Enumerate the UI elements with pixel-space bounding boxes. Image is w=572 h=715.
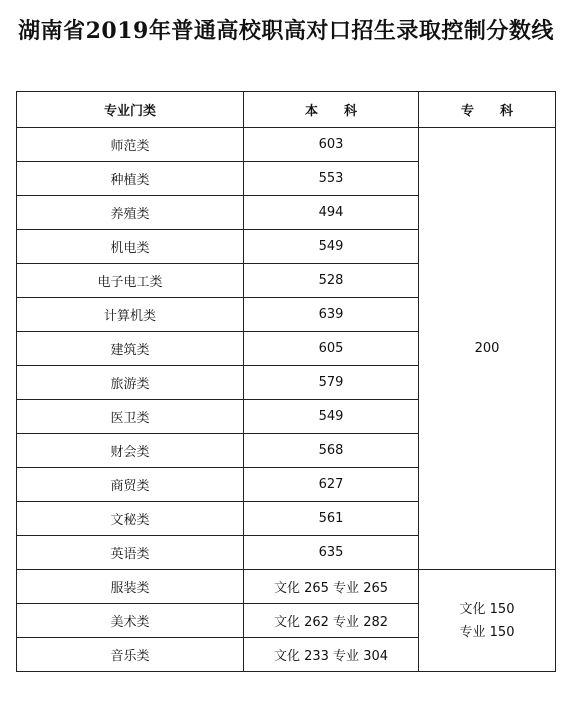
category-cell: 计算机类 <box>17 298 244 332</box>
benke-score-cell: 561 <box>244 502 419 536</box>
category-cell: 美术类 <box>17 604 244 638</box>
header-zhuanke: 专 科 <box>419 92 556 128</box>
benke-score-cell: 579 <box>244 366 419 400</box>
category-cell: 建筑类 <box>17 332 244 366</box>
zhuanke-art-culture-score: 文化 150 <box>459 601 515 617</box>
category-cell: 种植类 <box>17 162 244 196</box>
table-header-row <box>17 92 556 128</box>
category-cell: 旅游类 <box>17 366 244 400</box>
category-cell: 医卫类 <box>17 400 244 434</box>
zhuanke-art-major-score: 专业 150 <box>459 624 515 640</box>
benke-score-cell: 603 <box>244 128 419 162</box>
category-cell: 商贸类 <box>17 468 244 502</box>
benke-combo-score-cell: 文化 233 专业 304 <box>244 638 419 672</box>
benke-score-cell: 494 <box>244 196 419 230</box>
zhuanke-art-score-cell <box>419 570 556 672</box>
benke-score-cell: 635 <box>244 536 419 570</box>
zhuanke-common-score-cell: 200 <box>419 128 556 570</box>
category-cell: 音乐类 <box>17 638 244 672</box>
category-cell: 财会类 <box>17 434 244 468</box>
category-cell: 师范类 <box>17 128 244 162</box>
table-row-art <box>17 570 556 604</box>
category-cell: 文秘类 <box>17 502 244 536</box>
benke-combo-score-cell: 文化 265 专业 265 <box>244 570 419 604</box>
page-title: 湖南省2019年普通高校职高对口招生录取控制分数线 <box>18 18 554 44</box>
benke-combo-score-cell: 文化 262 专业 282 <box>244 604 419 638</box>
benke-score-cell: 627 <box>244 468 419 502</box>
category-cell: 服装类 <box>17 570 244 604</box>
table-row <box>17 128 556 162</box>
header-benke: 本 科 <box>244 92 419 128</box>
benke-score-cell: 639 <box>244 298 419 332</box>
category-cell: 养殖类 <box>17 196 244 230</box>
category-cell: 电子电工类 <box>17 264 244 298</box>
category-cell: 机电类 <box>17 230 244 264</box>
benke-score-cell: 605 <box>244 332 419 366</box>
benke-score-cell: 549 <box>244 230 419 264</box>
benke-score-cell: 568 <box>244 434 419 468</box>
score-table <box>16 91 556 672</box>
benke-score-cell: 553 <box>244 162 419 196</box>
benke-score-cell: 528 <box>244 264 419 298</box>
header-category: 专业门类 <box>17 92 244 128</box>
category-cell: 英语类 <box>17 536 244 570</box>
benke-score-cell: 549 <box>244 400 419 434</box>
